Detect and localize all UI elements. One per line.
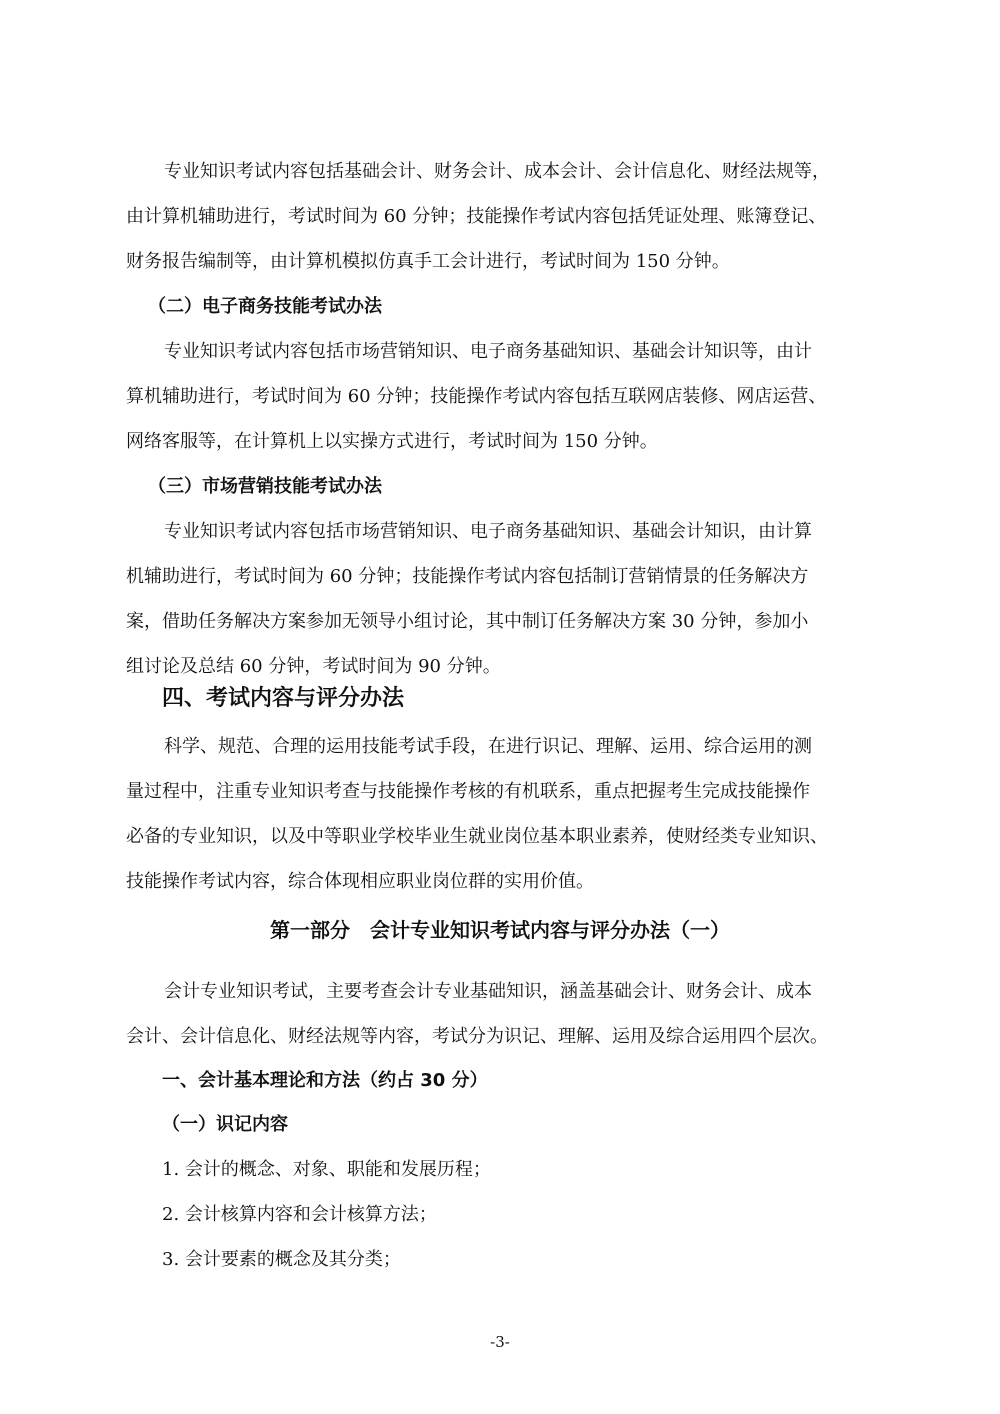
subsection-title: （一）识记内容 <box>162 1114 288 1135</box>
paragraph-line: 案，借助任务解决方案参加无领导小组讨论，其中制订任务解决方案 30 分钟，参加小 <box>126 611 809 632</box>
subsection-title: （三）市场营销技能考试办法 <box>148 476 382 497</box>
paragraph-line: 会计、会计信息化、财经法规等内容，考试分为识记、理解、运用及综合运用四个层次。 <box>126 1026 828 1047</box>
subsection-title: （二）电子商务技能考试办法 <box>148 296 382 317</box>
paragraph-line: 会计专业知识考试，主要考查会计专业基础知识，涵盖基础会计、财务会计、成本 <box>164 981 812 1002</box>
paragraph-line: 专业知识考试内容包括市场营销知识、电子商务基础知识、基础会计知识等，由计 <box>164 341 812 362</box>
paragraph-line: 量过程中，注重专业知识考查与技能操作考核的有机联系，重点把握考生完成技能操作 <box>126 781 810 802</box>
page-number: -3- <box>490 1333 510 1351</box>
list-item: 1. 会计的概念、对象、职能和发展历程； <box>162 1159 491 1180</box>
paragraph-line: 算机辅助进行，考试时间为 60 分钟；技能操作考试内容包括互联网店装修、网店运营、 <box>126 386 827 407</box>
paragraph-line: 专业知识考试内容包括市场营销知识、电子商务基础知识、基础会计知识，由计算 <box>164 521 812 542</box>
paragraph-line: 财务报告编制等，由计算机模拟仿真手工会计进行，考试时间为 150 分钟。 <box>126 251 730 272</box>
list-item: 2. 会计核算内容和会计核算方法； <box>162 1204 437 1225</box>
paragraph-line: 技能操作考试内容，综合体现相应职业岗位群的实用价值。 <box>126 871 594 892</box>
paragraph-line: 机辅助进行，考试时间为 60 分钟；技能操作考试内容包括制订营销情景的任务解决方 <box>126 566 809 587</box>
section-title: 一、会计基本理论和方法（约占 30 分） <box>162 1070 488 1091</box>
paragraph-line: 必备的专业知识，以及中等职业学校毕业生就业岗位基本职业素养，使财经类专业知识、 <box>126 826 828 847</box>
list-item: 3. 会计要素的概念及其分类； <box>162 1249 401 1270</box>
paragraph-line: 科学、规范、合理的运用技能考试手段，在进行识记、理解、运用、综合运用的测 <box>164 736 812 757</box>
paragraph-line: 组讨论及总结 60 分钟，考试时间为 90 分钟。 <box>126 656 501 677</box>
part-title: 第一部分 会计专业知识考试内容与评分办法（一） <box>270 918 730 942</box>
section-heading: 四、考试内容与评分办法 <box>162 686 405 711</box>
paragraph-line: 网络客服等，在计算机上以实操方式进行，考试时间为 150 分钟。 <box>126 431 658 452</box>
paragraph-line: 专业知识考试内容包括基础会计、财务会计、成本会计、会计信息化、财经法规等， <box>164 161 830 182</box>
paragraph-line: 由计算机辅助进行，考试时间为 60 分钟；技能操作考试内容包括凭证处理、账簿登记、 <box>126 206 827 227</box>
